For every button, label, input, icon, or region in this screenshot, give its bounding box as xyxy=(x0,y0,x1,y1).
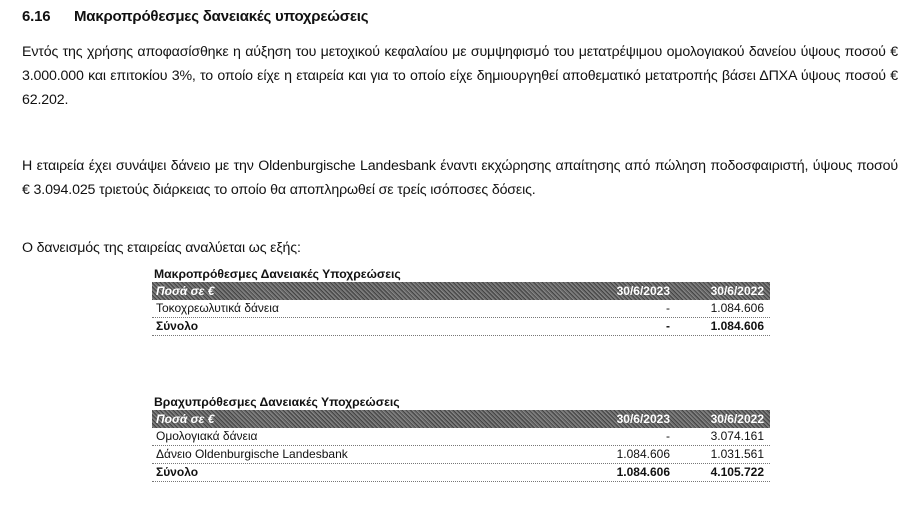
paragraph-share-capital: Εντός της χρήσης αποφασίσθηκε η αύξηση του μετοχικού κεφαλαίου με συμψηφισμό του μετατρέψιμου ομολογιακού δανείου ύψους ποσού € 3.000.000 και επιτοκίου 3%, το οποίο είχε η εταιρεία και για το οποίο είχε δημιουργηθεί αποθεματικό μετατροπής βάσει ΔΠΧΑ ύψους ποσού € 62.202. xyxy=(22,44,898,108)
long-term-liabilities-table xyxy=(152,266,770,336)
section-heading xyxy=(22,8,368,25)
total-value-2022: 1.084.606 xyxy=(710,319,764,333)
table-row xyxy=(152,428,770,446)
table-header-row xyxy=(152,282,770,300)
table-title: Μακροπρόθεσμες Δανειακές Υποχρεώσεις xyxy=(154,267,401,281)
row-value-2023: 1.084.606 xyxy=(616,447,670,461)
short-term-liabilities-table xyxy=(152,394,770,482)
row-value-2022: 1.031.561 xyxy=(710,447,764,461)
table-total-row xyxy=(152,318,770,336)
row-label: Ομολογιακά δάνεια xyxy=(156,429,258,443)
total-label: Σύνολο xyxy=(156,465,199,479)
table-total-row xyxy=(152,464,770,482)
paragraph-bank-loan: Η εταιρεία έχει συνάψει δάνειο με την Oldenburgische Landesbank έναντι εκχώρησης απαίτησης από πώληση ποδοσφαιριστή, ύψους ποσού € 3.094.025 τριετούς διάρκειας το οποίο θα αποπληρωθεί σε τρείς ισόποσες δόσεις. xyxy=(22,158,898,198)
header-col-2022: 30/6/2022 xyxy=(710,412,764,426)
row-value-2023: - xyxy=(666,301,670,315)
total-label: Σύνολο xyxy=(156,319,199,333)
total-value-2023: 1.084.606 xyxy=(616,465,670,479)
header-col-2023: 30/6/2023 xyxy=(616,412,670,426)
section-title: Μακροπρόθεσμες δανειακές υποχρεώσεις xyxy=(74,8,369,25)
header-col-2022: 30/6/2022 xyxy=(710,284,764,298)
paragraph-borrowing-intro: Ο δανεισμός της εταιρείας αναλύεται ως εξής: xyxy=(22,240,301,256)
section-number: 6.16 xyxy=(22,8,51,25)
table-row xyxy=(152,446,770,464)
total-value-2022: 4.105.722 xyxy=(710,465,764,479)
row-value-2022: 1.084.606 xyxy=(710,301,764,315)
row-label: Τοκοχρεωλυτικά δάνεια xyxy=(156,301,279,315)
header-col-2023: 30/6/2023 xyxy=(616,284,670,298)
row-label: Δάνειο Oldenburgische Landesbank xyxy=(156,447,348,461)
row-value-2023: - xyxy=(666,429,670,443)
table-title: Βραχυπρόθεσμες Δανειακές Υποχρεώσεις xyxy=(154,395,400,409)
table-row xyxy=(152,300,770,318)
row-value-2022: 3.074.161 xyxy=(710,429,764,443)
header-label: Ποσά σε € xyxy=(156,412,215,426)
header-label: Ποσά σε € xyxy=(156,284,215,298)
table-header-row xyxy=(152,410,770,428)
total-value-2023: - xyxy=(666,319,670,333)
